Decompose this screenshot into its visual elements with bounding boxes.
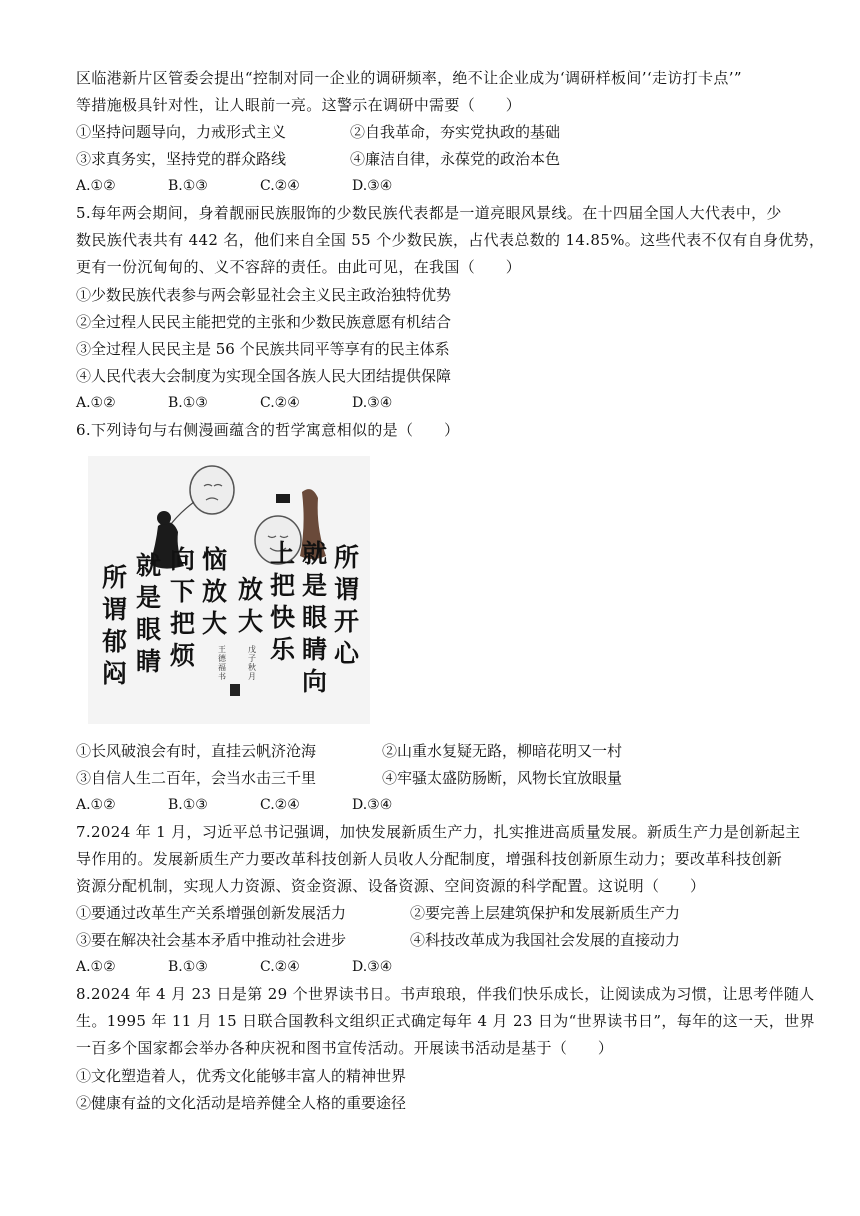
q7-stem-line: 7.2024 年 1 月，习近平总书记强调，加快发展新质生产力，扎实推进高质量发展。新质生产力是创新起主 bbox=[76, 823, 801, 841]
calligraphy-column: 所谓郁闷 bbox=[102, 563, 128, 688]
choice-c: C.②④ bbox=[260, 395, 300, 411]
q7-stem-line: 导作用的。发展新质生产力要改革科技创新人员收人分配制度，增强科技创新原生动力；要改革科技创新 bbox=[76, 850, 783, 868]
choice-c: C.②④ bbox=[260, 797, 300, 813]
q8-stem-line: 8.2024 年 4 月 23 日是第 29 个世界读书日。书声琅琅，伴我们快乐成长，让阅读成为习惯，让思考伴随人 bbox=[76, 985, 815, 1003]
q5-option-2: ②全过程人民民主能把党的主张和少数民族意愿有机结合 bbox=[76, 313, 452, 331]
q4-option-1: ①坚持问题导向，力戒形式主义 bbox=[76, 123, 287, 141]
artist-signature: 戊子秋月 bbox=[248, 645, 256, 681]
choice-b: B.①③ bbox=[168, 395, 208, 411]
choice-b: B.①③ bbox=[168, 959, 208, 975]
choice-c: C.②④ bbox=[260, 959, 300, 975]
q8-option-1: ①文化塑造着人，优秀文化能够丰富人的精神世界 bbox=[76, 1067, 407, 1085]
q6-option-1: ①长风破浪会有时，直挂云帆济沧海 bbox=[76, 742, 317, 760]
q5-stem-line: 5.每年两会期间，身着靓丽民族服饰的少数民族代表都是一道亮眼风景线。在十四届全国人大代表中，少 bbox=[76, 204, 782, 222]
calligraphy-column: 就是眼睛 bbox=[136, 551, 162, 676]
choice-a: A.①② bbox=[76, 959, 116, 975]
choice-d: D.③④ bbox=[352, 797, 393, 813]
q8-option-2: ②健康有益的文化活动是培养健全人格的重要途径 bbox=[76, 1094, 407, 1112]
q8-stem-line: 生。1995 年 11 月 15 日联合国教科文组织正式确定每年 4 月 23 日为“世界读书日”，每年的这一天，世界 bbox=[76, 1012, 815, 1030]
q5-option-1: ①少数民族代表参与两会彰显社会主义民主政治独特优势 bbox=[76, 286, 452, 304]
calligraphy-column: 就是眼睛向 bbox=[302, 539, 328, 696]
choice-d: D.③④ bbox=[352, 178, 393, 194]
choice-d: D.③④ bbox=[352, 959, 393, 975]
q5-stem-line: 更有一份沉甸甸的、义不容辞的责任。由此可见，在我国（ ） bbox=[76, 258, 522, 276]
calligraphy-column: 放大 bbox=[238, 575, 264, 636]
artist-signature: 王德福书 bbox=[218, 645, 226, 681]
choice-a: A.①② bbox=[76, 797, 116, 813]
q7-stem-line: 资源分配机制，实现人力资源、资金资源、设备资源、空间资源的科学配置。这说明（ ） bbox=[76, 877, 706, 895]
artist-seal bbox=[230, 684, 240, 696]
comic-drawing bbox=[88, 456, 370, 724]
calligraphy-column: 恼放大 bbox=[202, 545, 228, 638]
choice-b: B.①③ bbox=[168, 797, 208, 813]
choice-a: A.①② bbox=[76, 178, 116, 194]
q7-option-4: ④科技改革成为我国社会发展的直接动力 bbox=[410, 931, 681, 949]
calligraphy-column: 所谓开心 bbox=[334, 543, 360, 668]
q7-option-1: ①要通过改革生产关系增强创新发展活力 bbox=[76, 904, 347, 922]
calligraphy-column: 向下把烦 bbox=[170, 545, 196, 670]
q5-option-3: ③全过程人民民主是 56 个民族共同平等享有的民主体系 bbox=[76, 340, 450, 358]
q4-stem-line: 等措施极具针对性，让人眼前一亮。这警示在调研中需要（ ） bbox=[76, 96, 522, 114]
gloomy-balloon bbox=[190, 466, 234, 514]
sad-figure-head bbox=[157, 511, 171, 525]
calligraphy-column: 上把快乐 bbox=[270, 539, 296, 664]
q6-option-2: ②山重水复疑无路，柳暗花明又一村 bbox=[382, 742, 623, 760]
comic-illustration bbox=[88, 456, 370, 724]
q6-stem-line: 6.下列诗句与右侧漫画蕴含的哲学寓意相似的是（ ） bbox=[76, 421, 460, 439]
choice-c: C.②④ bbox=[260, 178, 300, 194]
q6-option-3: ③自信人生二百年，会当水击三千里 bbox=[76, 769, 317, 787]
choice-d: D.③④ bbox=[352, 395, 393, 411]
q4-option-2: ②自我革命，夯实党执政的基础 bbox=[350, 123, 561, 141]
q5-stem-line: 数民族代表共有 442 名，他们来自全国 55 个少数民族，占代表总数的 14.85%。这些代表不仅有自身优势， bbox=[76, 231, 825, 249]
q5-option-4: ④人民代表大会制度为实现全国各族人民大团结提供保障 bbox=[76, 367, 452, 385]
q6-option-4: ④牢骚太盛防肠断，风物长宜放眼量 bbox=[382, 769, 623, 787]
q4-stem-line: 区临港新片区管委会提出“控制对同一企业的调研频率，绝不让企业成为‘调研样板间’‘走访打卡点’” bbox=[76, 69, 742, 87]
choice-a: A.①② bbox=[76, 395, 116, 411]
q4-option-4: ④廉洁自律，永葆党的政治本色 bbox=[350, 150, 561, 168]
choice-b: B.①③ bbox=[168, 178, 208, 194]
q7-option-2: ②要完善上层建筑保护和发展新质生产力 bbox=[410, 904, 681, 922]
q4-option-3: ③求真务实，坚持党的群众路线 bbox=[76, 150, 287, 168]
happy-figure-hands bbox=[276, 494, 290, 503]
q8-stem-line: 一百多个国家都会举办各种庆祝和图书宣传活动。开展读书活动是基于（ ） bbox=[76, 1039, 614, 1057]
q7-option-3: ③要在解决社会基本矛盾中推动社会进步 bbox=[76, 931, 347, 949]
